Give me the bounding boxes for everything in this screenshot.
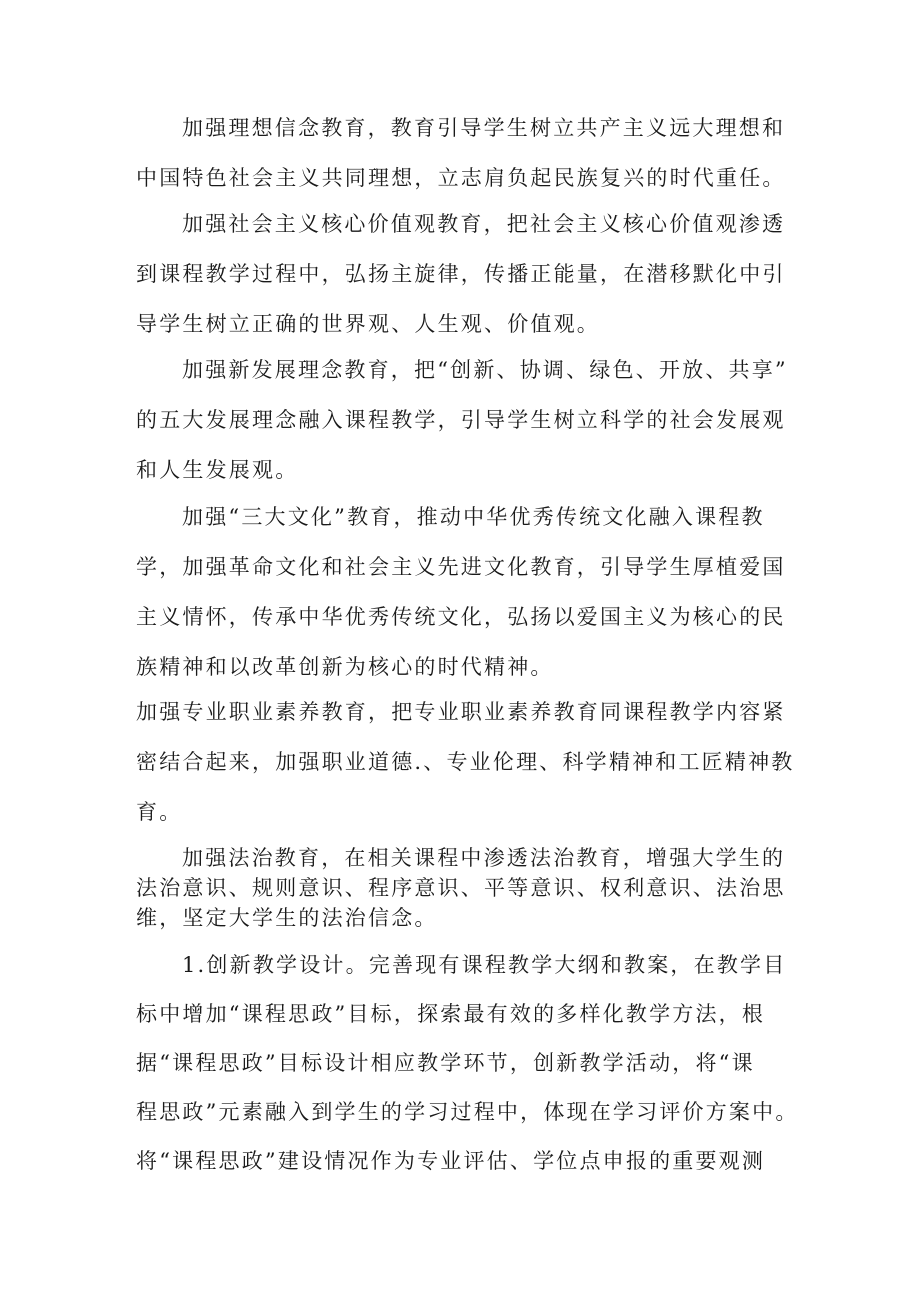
text-line: 族精神和以改革创新为核心的时代精神。 <box>136 655 554 679</box>
text-line: 育。 <box>136 800 183 824</box>
text-line: 程思政”元素融入到学生的学习过程中，体现在学习评价方案中。 <box>136 1100 799 1124</box>
text-line: 标中增加“课程思政”目标，探索最有效的多样化教学方法，根 <box>136 1002 766 1026</box>
text-line: 据“课程思政”目标设计相应教学环节，创新教学活动，将“课 <box>136 1051 755 1075</box>
text-line: 维，坚定大学生的法治信念。 <box>136 906 438 930</box>
paragraph-core-values-education <box>136 212 796 362</box>
text-line: 加强“三大文化”教育，推动中华优秀传统文化融入课程教 <box>182 505 765 529</box>
paragraph-teaching-design <box>136 953 799 1198</box>
text-line: 加强理想信念教育，教育引导学生树立共产主义远大理想和 <box>182 116 786 140</box>
text-line: 加强专业职业素养教育，把专业职业素养教育同课程教学内容紧 <box>136 700 786 724</box>
text-line: 加强社会主义核心价值观教育，把社会主义核心价值观渗透 <box>182 212 786 236</box>
text-line: 的五大发展理念融入课程教学，引导学生树立科学的社会发展观 <box>136 408 786 432</box>
paragraph-professional-literacy-education <box>136 700 796 850</box>
text-line: 密结合起来，加强职业道德.、专业伦理、科学精神和工匠精神教 <box>136 750 795 774</box>
paragraph-rule-of-law-education <box>136 846 796 936</box>
text-line: 法治意识、规则意识、程序意识、平等意识、权利意识、法治思 <box>136 876 786 900</box>
text-line: 1.创新教学设计。完善现有课程教学大纲和教案，在教学目 <box>182 953 787 977</box>
text-line: 到课程教学过程中，弘扬主旋律，传播正能量，在潜移默化中引 <box>136 262 786 286</box>
text-line: 加强法治教育，在相关课程中渗透法治教育，增强大学生的 <box>182 846 786 870</box>
paragraph-ideals-education <box>136 116 796 216</box>
text-line: 将“课程思政”建设情况作为专业评估、学位点申报的重要观测 <box>136 1149 766 1173</box>
paragraph-development-concept-education <box>136 358 796 508</box>
paragraph-three-cultures-education <box>136 505 796 705</box>
text-line: 中国特色社会主义共同理想，立志肩负起民族复兴的时代重任。 <box>136 166 786 190</box>
text-line: 学，加强革命文化和社会主义先进文化教育，引导学生厚植爱国 <box>136 555 786 579</box>
text-line: 主义情怀，传承中华优秀传统文化，弘扬以爱国主义为核心的民 <box>136 605 786 629</box>
text-line: 导学生树立正确的世界观、人生观、价值观。 <box>136 312 600 336</box>
text-line: 加强新发展理念教育，把“创新、协调、绿色、开放、共享” <box>182 358 788 382</box>
text-line: 和人生发展观。 <box>136 458 299 482</box>
